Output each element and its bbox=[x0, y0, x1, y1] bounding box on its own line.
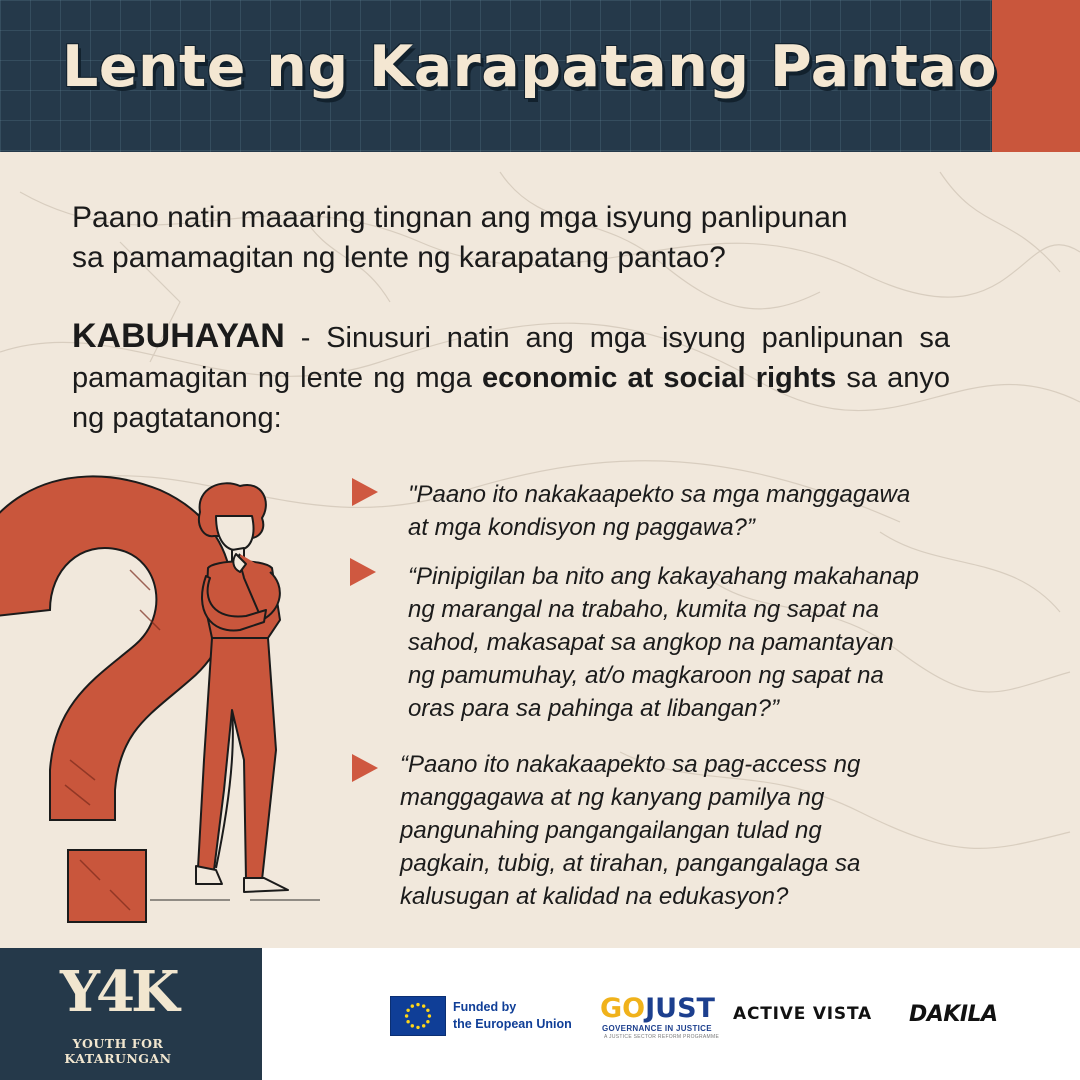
gojust-logo-part: GO bbox=[600, 993, 646, 1024]
intro-line: sa pamamagitan ng lente ng karapatang pantao? bbox=[72, 241, 726, 274]
y4k-logo-mark: Y4K bbox=[60, 959, 176, 1025]
gojust-logo-part: JUST bbox=[645, 993, 715, 1024]
header-accent-block bbox=[992, 0, 1080, 152]
dakila-logo: DAKILA bbox=[909, 1002, 998, 1027]
bullet-arrow-icon bbox=[350, 558, 376, 586]
eu-funding-line: the European Union bbox=[453, 1017, 572, 1031]
kabuhayan-bold-phrase: economic at social rights bbox=[482, 362, 837, 394]
eu-funding-line: Funded by bbox=[453, 1000, 517, 1014]
question-line: "Paano ito nakakaapekto sa mga manggagawa bbox=[408, 481, 911, 508]
intro-question bbox=[72, 198, 1032, 278]
question-line: manggagawa at ng kanyang pamilya ng bbox=[400, 784, 825, 811]
kabuhayan-paragraph bbox=[72, 316, 950, 438]
question-item bbox=[408, 478, 1008, 544]
question-line: “Pinipigilan ba nito ang kakayahang makahanap bbox=[408, 563, 920, 590]
kabuhayan-text: sa anyo ng pagtatanong: bbox=[72, 362, 950, 434]
intro-line: Paano natin maaaring tingnan ang mga isyung panlipunan bbox=[72, 201, 848, 234]
y4k-logo-line: KATARUNGAN bbox=[64, 1051, 172, 1066]
question-line: oras para sa pahinga at libangan?” bbox=[408, 695, 779, 722]
question-line: sahod, makasapat sa angkop na pamantayan bbox=[408, 629, 894, 656]
question-item bbox=[400, 748, 1010, 913]
y4k-logo-line: YOUTH FOR bbox=[72, 1036, 164, 1051]
gojust-tagline: GOVERNANCE IN JUSTICE bbox=[602, 1024, 712, 1033]
question-mark-dot bbox=[68, 850, 146, 922]
bullet-arrow-icon bbox=[352, 754, 378, 782]
question-line: “Paano ito nakakaapekto sa pag-access ng bbox=[400, 751, 861, 778]
active-vista-logo: ACTIVE VISTA bbox=[733, 1004, 873, 1024]
bullet-arrow-icon bbox=[352, 478, 378, 506]
question-line: pangunahing pangangailangan tulad ng bbox=[400, 817, 822, 844]
question-mark-shape bbox=[0, 476, 232, 820]
gojust-subtagline: A JUSTICE SECTOR REFORM PROGRAMME bbox=[604, 1034, 720, 1040]
question-line: kalusugan at kalidad na edukasyon? bbox=[400, 883, 789, 910]
page-title: Lente ng Karapatang Pantao bbox=[62, 34, 998, 100]
question-line: ng marangal na trabaho, kumita ng sapat na bbox=[408, 596, 879, 623]
question-item bbox=[408, 560, 998, 725]
question-line: at mga kondisyon ng paggawa?” bbox=[408, 514, 755, 541]
kabuhayan-term: KABUHAYAN bbox=[72, 317, 285, 355]
question-mark-person-illustration bbox=[0, 460, 340, 940]
kabuhayan-text: - Sinusuri natin ang mga isyung panlipunan sa pamamagitan ng lente ng mga bbox=[72, 322, 950, 394]
eu-flag-icon bbox=[390, 996, 446, 1036]
question-line: ng pamumuhay, at/o magkaroon ng sapat na bbox=[408, 662, 884, 689]
question-line: pagkain, tubig, at tirahan, pangangalaga sa bbox=[400, 850, 861, 877]
gojust-logo bbox=[600, 994, 715, 1024]
